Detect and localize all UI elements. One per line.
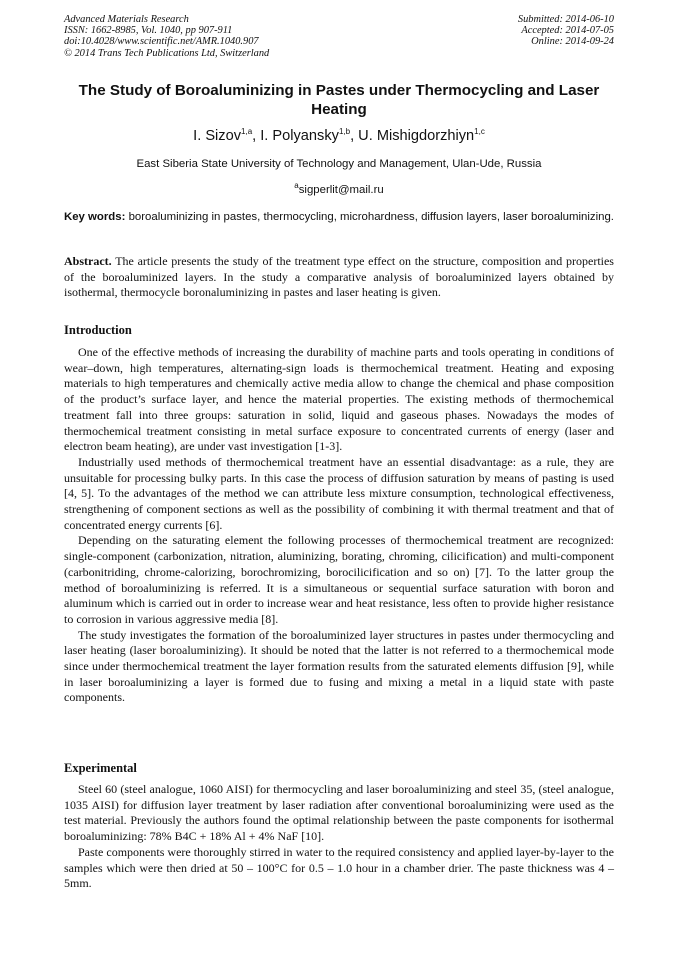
abstract-text: The article presents the study of the treatment type effect on the structure, composition and properties of the boroaluminized layers. In the study a comparative analysis of boroaluminized layers obtained by isothermal, thermocycle boronaluminizing in pastes and laser heating is given. [64,254,614,300]
author-affiliation-mark: 1,b [338,127,351,137]
author-affiliation-mark: 1,a [241,127,253,137]
affiliation: East Siberia State University of Technology and Management, Ulan-Ude, Russia [136,158,542,170]
paragraph: Paste components were thoroughly stirred in water to the required consistency and applied layer-by-layer to the samples which were then dried at 50 – 100°C for 0.5 – 1.0 hour in a chamber drier. The paste thickness was 4 – 5mm. [64,844,614,891]
abstract-block [64,254,614,301]
submission-dates [518,14,614,48]
journal-info [64,14,269,59]
submitted-date: Submitted: 2014-06-10 [517,14,614,25]
author-separator: , [350,128,359,144]
author-separator: , [252,128,261,144]
accepted-date: Accepted: 2014-07-05 [521,25,614,37]
author-affiliation-mark: 1,c [474,127,485,137]
paragraph: The study investigates the formation of the boroaluminized layer structures in pastes under thermocycling and laser heating (laser boroaluminizing). It should be noted that the latter is not referred to a thermochemical mode since under thermochemical treatment the layer formation results from the saturated elements diffusion [9], while in laser boroaluminizing a layer is formed due to fusing and mixing a metal in a liquid state with paste components. [64,627,614,705]
paragraph: One of the effective methods of increasing the durability of machine parts and tools operating in conditions of wear–down, high temperatures, alternating-sign loads is thermochemical treatment. Heating and exposing materials to high temperatures and chemically active media allow to change the chemical and phase composition of the product’s surface layer, and hence the material properties. The existing methods of thermochemical treatment fall into three groups: saturation in solid, liquid and gaseous phases. Nowadays the modes of thermochemical treatment consisting in metal surface exposure to concentrated currents of energy (laser and electron beam heating), are under vast investigation [1-3]. [64,345,614,454]
journal-doi: doi:10.4028/www.scientific.net/AMR.1040.907 [64,36,259,48]
journal-name: Advanced Materials Research [64,14,189,25]
online-date: Online: 2014-09-24 [531,36,614,48]
section-heading-experimental: Experimental [64,761,137,775]
introduction-body [64,345,614,706]
paragraph: Depending on the saturating element the following processes of thermochemical treatment are recognized: single-component (carbonization, nitration, aluminizing, borating, chroming, cilicification) and multi-component (carbonitriding, chrome-calorizing, borochromizing, borocilicification and so on) [7]. To the latter group the method of boroaluminizing is referred. It is a simultaneous or sequential surface saturation with boron and aluminum which is carried out in order to increase wear and heat resistance, less often to provide higher resistance to corrosion in various aggressive media [8]. [64,533,614,626]
keywords-label: Key words: [64,211,126,223]
author-list [64,127,614,145]
author-name: U. Mishigdorzhiyn [358,128,475,144]
journal-issn: ISSN: 1662-8985, Vol. 1040, pp 907-911 [64,25,233,37]
author-name: I. Sizov [193,128,242,144]
paper-title: The Study of Boroaluminizing in Pastes under Thermocycling and Laser Heating [78,82,600,118]
email-mark: a [294,181,299,191]
paragraph: Steel 60 (steel analogue, 1060 AISI) for thermocycling and laser boroaluminizing and steel 35, (steel analogue, 1035 AISI) for diffusion layer treatment by laser radiation after conventional boroaluminizing were used as the test material. Previously the authors found the optimal relationship between the paste components for isothermal boroaluminizing: 78% B4C + 18% Al + 4% NaF [10]. [64,782,614,844]
contact-email [64,183,614,197]
author-name: I. Polyansky [260,128,339,144]
keywords-text: boroaluminizing in pastes, thermocycling, microhardness, diffusion layers, laser boroaluminizing. [128,211,614,223]
paragraph: Industrially used methods of thermochemical treatment have an essential disadvantage: as a rule, they are unsuitable for processing bulky parts. In this case the process of diffusion saturation by means of pasting is used [4, 5]. To the advantages of the method we can attribute less mixture consumption, technological effectiveness, strengthening of component sections as well as the possibility of combining it with thermal treatment and that of concentrated energy currents [6]. [64,454,614,532]
abstract-label: Abstract. [64,254,112,268]
keywords-block [64,210,614,226]
email-address: sigperlit@mail.ru [298,184,384,196]
journal-copyright: © 2014 Trans Tech Publications Ltd, Switzerland [64,47,270,59]
section-heading-introduction: Introduction [64,323,132,337]
experimental-body [64,782,614,892]
